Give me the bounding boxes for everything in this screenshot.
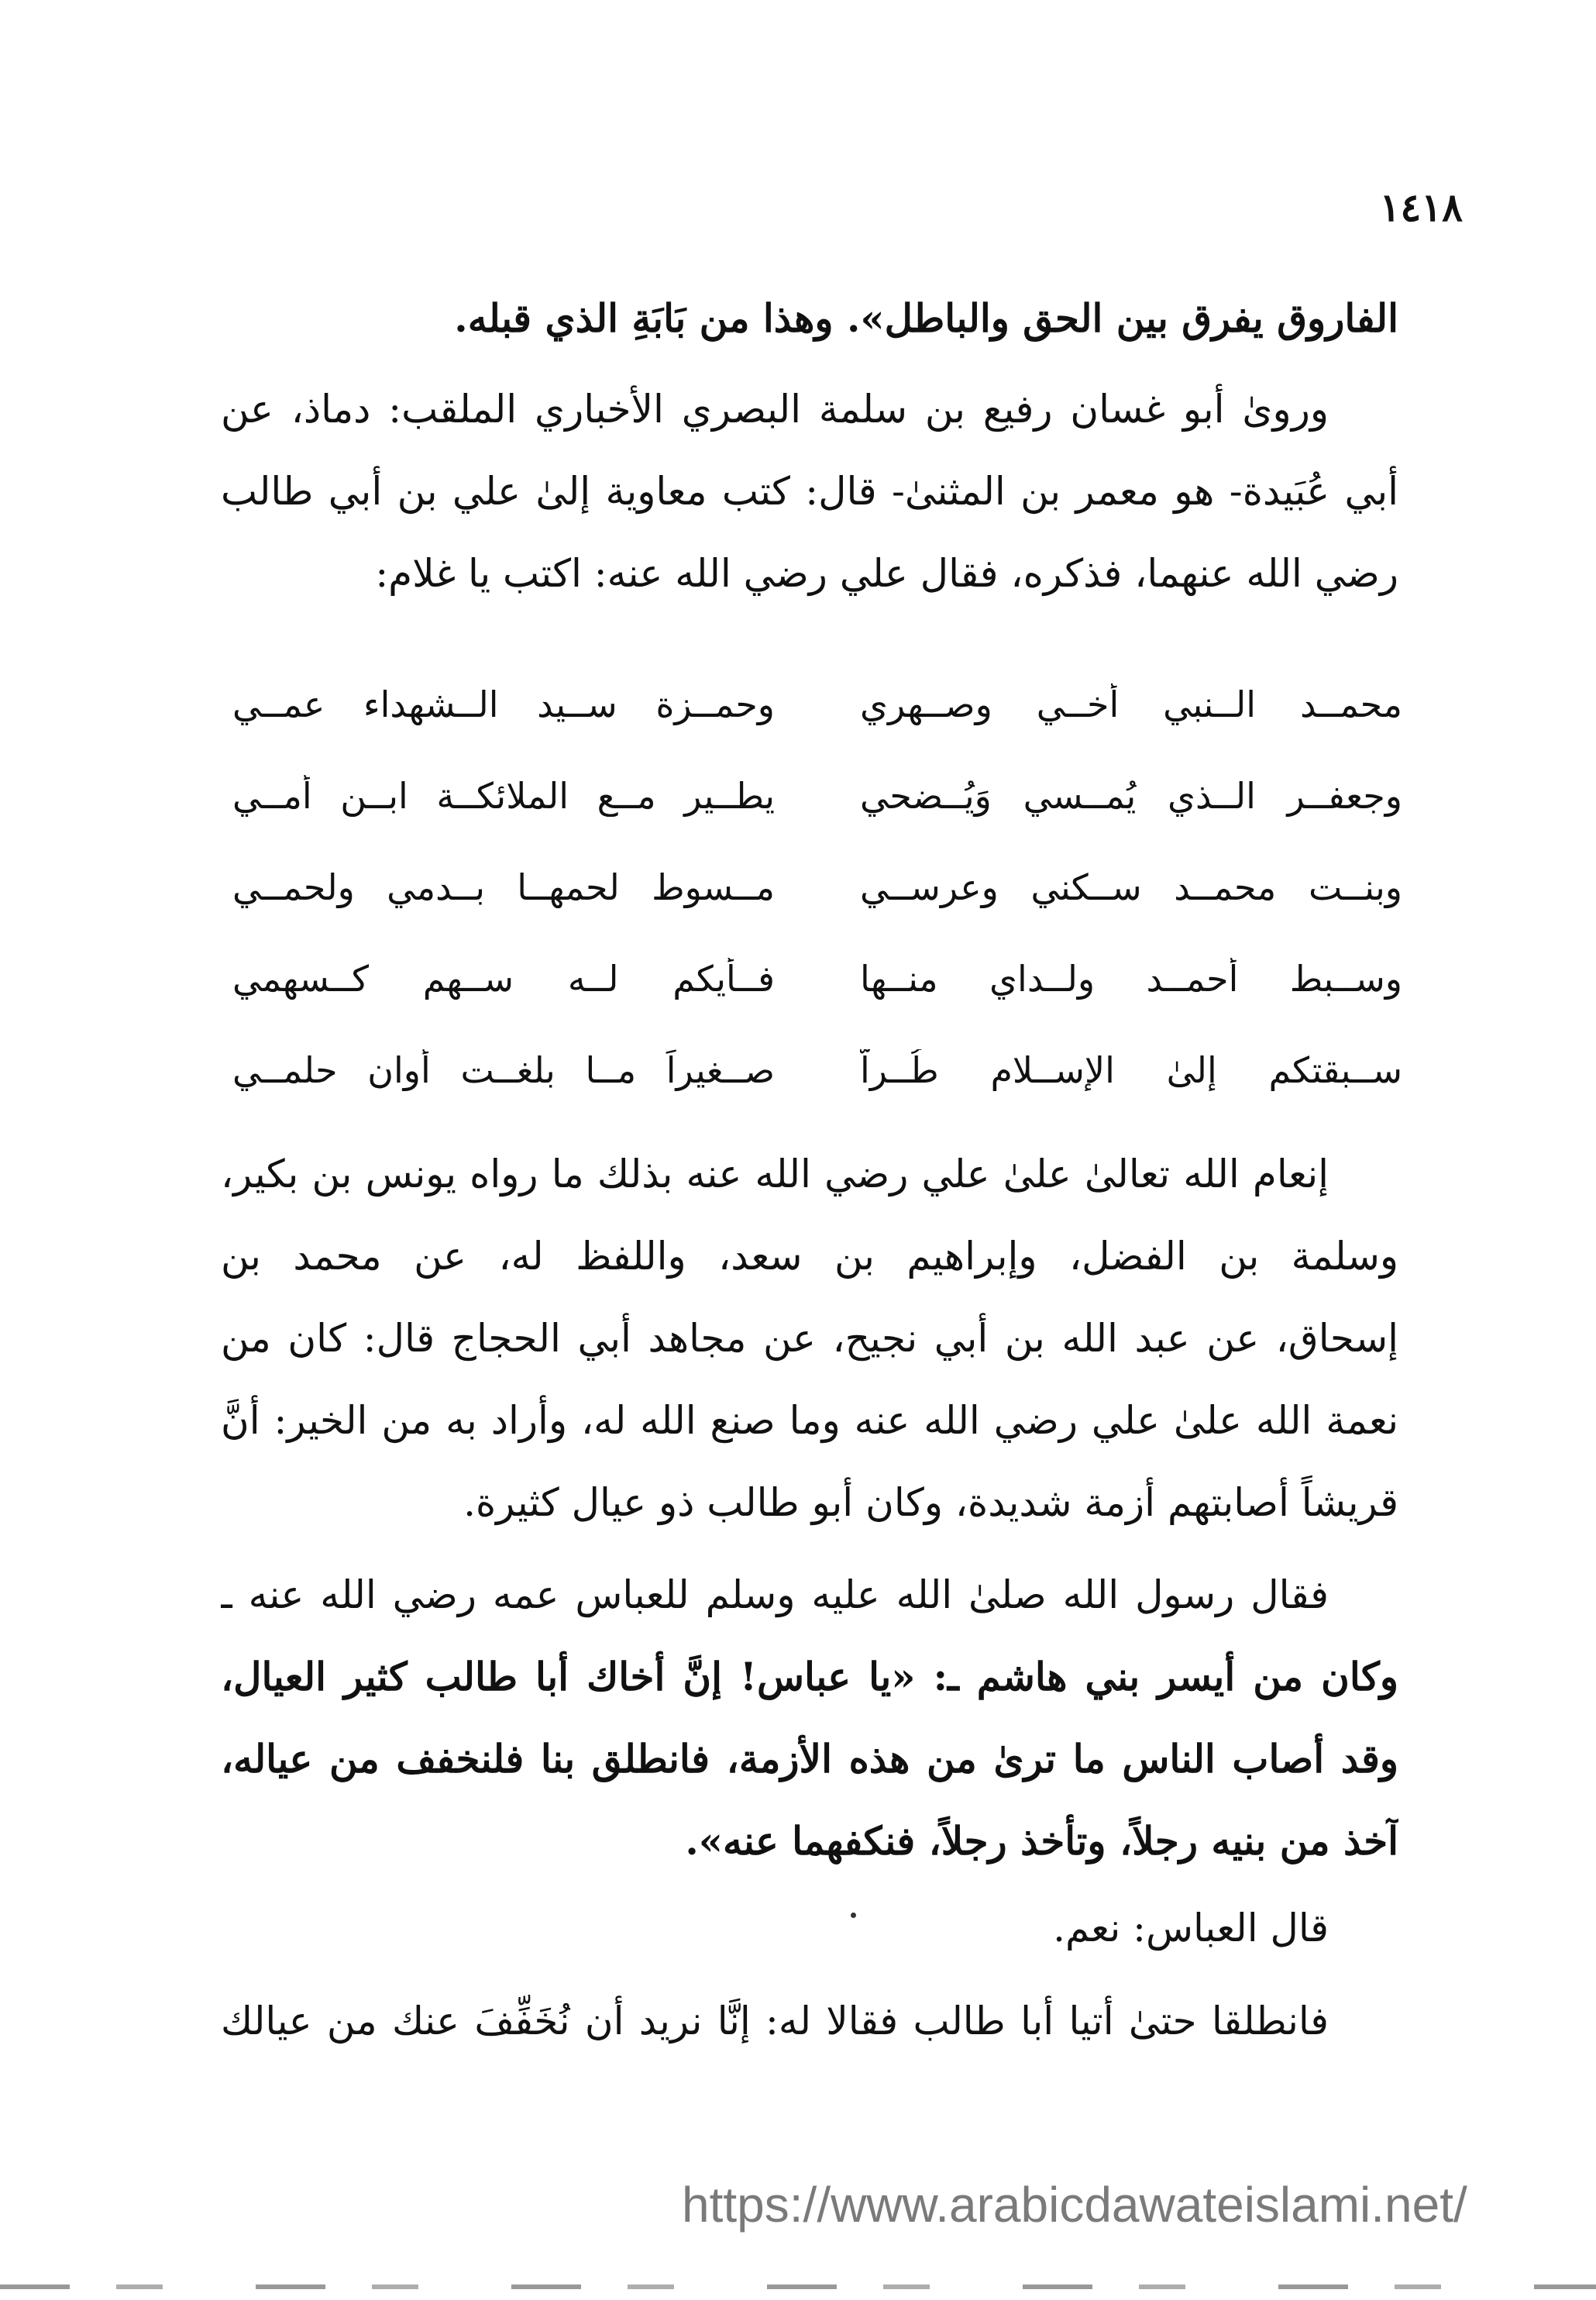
poem-verse — [232, 750, 1402, 842]
verse-second-hemistich: فــأيكم لــه ســهم كــسهمي — [232, 958, 775, 1000]
scan-edge-marks — [0, 2285, 1596, 2289]
text-line: نعمة الله علىٰ علي رضي الله عنه وما صنع الله له، وأراد به من الخير: أنَّ — [221, 1398, 1398, 1443]
paragraph-abbas-reply — [221, 1887, 1398, 1969]
text-line: رضي الله عنهما، فذكره، فقال علي رضي الله عنه: اكتب يا غلام: — [375, 551, 1398, 596]
poem — [232, 659, 1402, 1116]
poem-verse — [232, 659, 1402, 750]
verse-first-hemistich: وســبط أحمــد ولــداي منــها — [860, 958, 1402, 1000]
verse-second-hemistich: وحمــزة ســيد الــشهداء عمــي — [232, 683, 775, 725]
text-line: فقال رسول الله صلىٰ الله عليه وسلم للعباس عمه رضي الله عنه ـ — [221, 1572, 1329, 1617]
text-line: وقد أصاب الناس ما ترىٰ من هذه الأزمة، فانطلق بنا فلنخفف من عياله، — [221, 1736, 1398, 1782]
text-line: الفاروق يفرق بين الحق والباطل». وهذا من بَابَةِ الذي قبله. — [454, 295, 1398, 341]
paragraph-prophet-saying — [221, 1554, 1398, 1882]
verse-second-hemistich: يطــير مــع الملائكــة ابــن أمــي — [232, 775, 775, 817]
text-line: إنعام الله تعالىٰ علىٰ علي رضي الله عنه بذلك ما رواه يونس بن بكير، — [221, 1152, 1329, 1196]
paragraph-narration — [221, 368, 1398, 615]
text-line: إسحاق، عن عبد الله بن أبي نجيح، عن مجاهد أبي الحجاج قال: كان من — [221, 1316, 1398, 1361]
poem-verse — [232, 933, 1402, 1024]
text-line: قريشاً أصابتهم أزمة شديدة، وكان أبو طالب ذو عيال كثيرة. — [463, 1480, 1398, 1525]
verse-second-hemistich: مــسوط لحمهــا بــدمي ولحمــي — [232, 866, 775, 908]
paragraph-continuation — [221, 277, 1398, 360]
text-line: وسلمة بن الفضل، وإبراهيم بن سعد، واللفظ له، عن محمد بن — [221, 1234, 1398, 1279]
text-line: آخذ من بنيه رجلاً، وتأخذ رجلاً، فنكفهما عنه». — [685, 1818, 1398, 1864]
text-line: ورویٰ أبو غسان رفيع بن سلمة البصري الأخباري الملقب: دماذ، عن — [221, 387, 1329, 432]
scan-speck — [851, 1913, 856, 1918]
page-number: ١٤١٨ — [1379, 184, 1463, 230]
verse-first-hemistich: وبنــت محمــد ســكني وعرســي — [860, 866, 1402, 908]
paragraph-blessing — [221, 1133, 1398, 1544]
text-line: وكان من أيسر بني هاشم ـ: «يا عباس! إنَّ أخاك أبا طالب كثير العيال، — [221, 1654, 1398, 1699]
text-line: قال العباس: نعم. — [1053, 1906, 1329, 1951]
poem-verse — [232, 1024, 1402, 1116]
poem-verse — [232, 842, 1402, 933]
text-line: فانطلقا حتىٰ أتيا أبا طالب فقالا له: إنَّا نريد أن نُخَفِّفَ عنك من عيالك — [221, 1999, 1329, 2043]
verse-first-hemistich: ســبقتكم إلىٰ الإســلام طُــراًّ — [860, 1049, 1402, 1091]
watermark-url: https://www.arabicdawateislami.net/ — [682, 2177, 1467, 2233]
paragraph-visit — [221, 1980, 1398, 2062]
verse-first-hemistich: محمــد الــنبي أخــي وصــهري — [860, 683, 1402, 725]
text-line: أبي عُبَيدة- هو معمر بن المثنىٰ- قال: كتب معاوية إلىٰ علي بن أبي طالب — [221, 469, 1398, 514]
verse-second-hemistich: صــغيراً مــا بلغــت أوان حلمــي — [232, 1049, 775, 1091]
verse-first-hemistich: وجعفــر الــذي يُمــسي وَيُــضحي — [860, 775, 1402, 817]
